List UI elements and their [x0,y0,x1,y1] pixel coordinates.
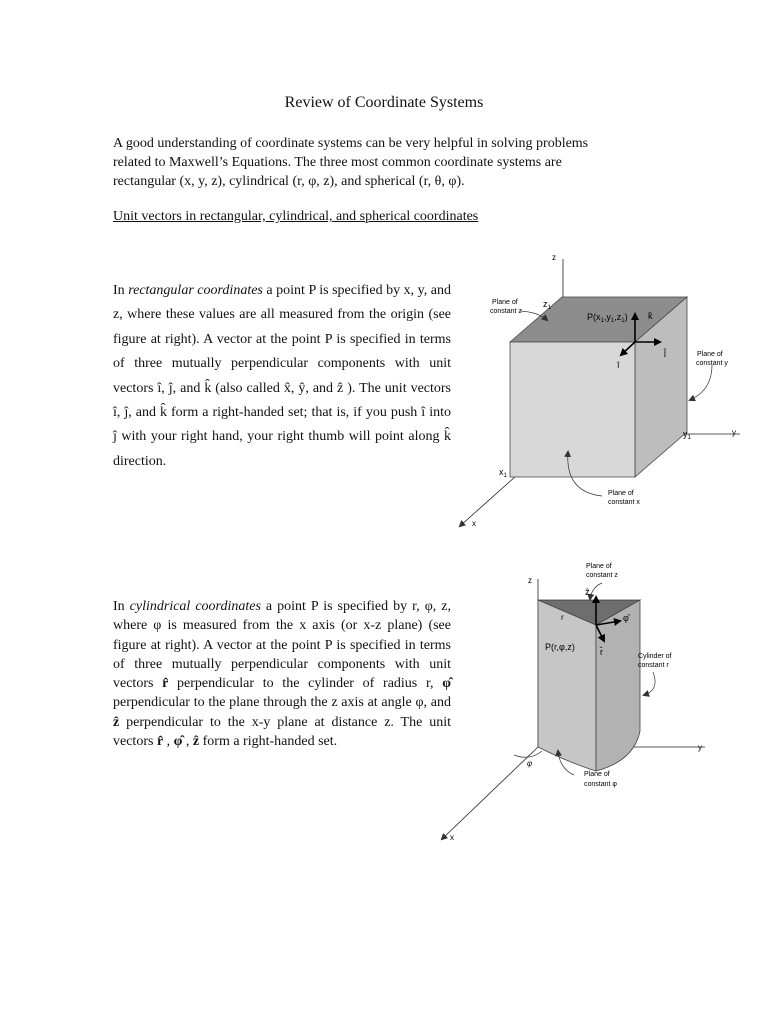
x-axis-label: x [472,519,476,528]
unit-vector-z: ẑ [113,714,120,730]
text-run: perpendicular to the cylinder of radius r, [168,676,443,692]
intro-line: rectangular (x, y, z), cylindrical (r, φ, z), and spherical (r, θ, φ). [113,174,465,189]
plane-z-label: constant z [586,572,618,579]
term-cylindrical: cylindrical coordinates [129,599,261,614]
phi-label: φ [527,759,533,768]
z-axis-label: z [528,576,532,585]
plane-x-label: Plane of [608,490,634,497]
callout-plane-z [590,583,602,599]
point-text: ,y [603,312,611,322]
x-axis-line [442,747,538,839]
plane-phi-label: constant φ [584,781,617,788]
r-label: r [561,613,564,622]
intro-paragraph [113,134,653,191]
callout-cylinder [644,672,655,695]
y1-sub: 1 [687,435,691,441]
x-axis-label: x [450,833,454,842]
text-run: a point P is specified by x, y, and z, where these values are all measured from the origin (see figure at right). A vector at the point P is specified in terms of three mutually perpendicular components with unit vectors î, ĵ, and k̂ (also called x̂, ŷ, and ẑ ). The unit vectors î, ĵ, and k̂ form a right-handed set; that is, if you push î into ĵ with your right hand, your right thumb will point along k̂ direction. [113,283,452,469]
section-heading: Unit vectors in rectangular, cylindrical, and spherical coordinates [113,209,479,224]
point-text: ) [624,312,628,322]
cylinder-label: constant r [638,662,669,669]
z1-text: z [543,299,548,309]
unit-vector-r: r̂ [156,734,164,750]
k-label: k̂ [648,311,653,321]
point-sub: 1 [600,318,604,324]
intro-line: A good understanding of coordinate systems can be very helpful in solving problems [113,136,589,151]
unit-vector-z: ẑ [192,734,200,750]
y-axis-label: y [732,428,736,437]
plane-x-label: constant x [608,499,640,506]
plane-y-label: Plane of [697,351,723,358]
point-text: P(x [587,312,601,322]
r-hat-label: r̂ [600,647,603,657]
text-run: In [113,599,130,614]
phi-hat-label: φ̂ [623,613,629,623]
unit-vector-phi: φ̂ [173,734,183,750]
point-label: P(r,φ,z) [545,642,575,652]
term-rectangular: rectangular coordinates [128,283,263,298]
unit-vector-r: r̂ [162,676,169,692]
x1-label [499,467,508,479]
y-axis-label: y [698,743,702,752]
cylindrical-figure-svg [430,555,730,850]
plane-face [538,600,596,771]
plane-z-label: Plane of [492,299,518,306]
plane-y-label: constant y [696,360,728,367]
point-sub: 1 [610,318,615,324]
cylindrical-figure [430,555,730,850]
text-run: perpendicular to the x-y plane at distance z. The unit vectors [113,714,451,750]
callout-plane-y [690,365,712,400]
y1-text: y [683,429,688,439]
z-hat-label: ẑ [585,587,590,597]
text-run: form a right-handed set. [199,734,338,750]
plane-z-label: Plane of [586,563,612,570]
point-sub: 1 [621,318,625,324]
cylindrical-paragraph [113,597,451,751]
point-text: ,z [614,312,622,322]
unit-vector-phi: φ̂ [442,676,451,692]
cylinder-face [596,600,640,771]
page-title: Review of Coordinate Systems [284,94,484,111]
rectangular-figure [450,240,750,540]
plane-phi-label: Plane of [584,771,610,778]
rectangular-paragraph [113,279,451,474]
i-label: î [617,360,620,370]
x1-sub: 1 [503,473,507,479]
text-run: , [163,734,174,750]
j-label: ĵ [664,347,666,357]
cylinder-label: Cylinder of [638,653,672,660]
y1-label [683,429,692,441]
plane-z-label: constant z [490,308,522,315]
text-run: perpendicular to the plane through the z axis at angle φ, and [113,695,451,711]
intro-line: related to Maxwell’s Equations. The three most common coordinate systems are [113,155,562,170]
text-run: a point P is specified by r, φ, z, where φ is measured from the x axis (or x-z plane) (see figure at right). A vector at the point P is specified in terms of three mutually perpendicular components with unit vectors [113,599,451,692]
rectangular-figure-svg [450,240,750,540]
text-run: , [182,734,193,750]
z1-label [543,299,552,311]
z1-sub: 1 [547,305,551,311]
x1-text: x [499,467,504,477]
text-run: In [113,283,129,298]
z-axis-label: z [552,253,556,262]
